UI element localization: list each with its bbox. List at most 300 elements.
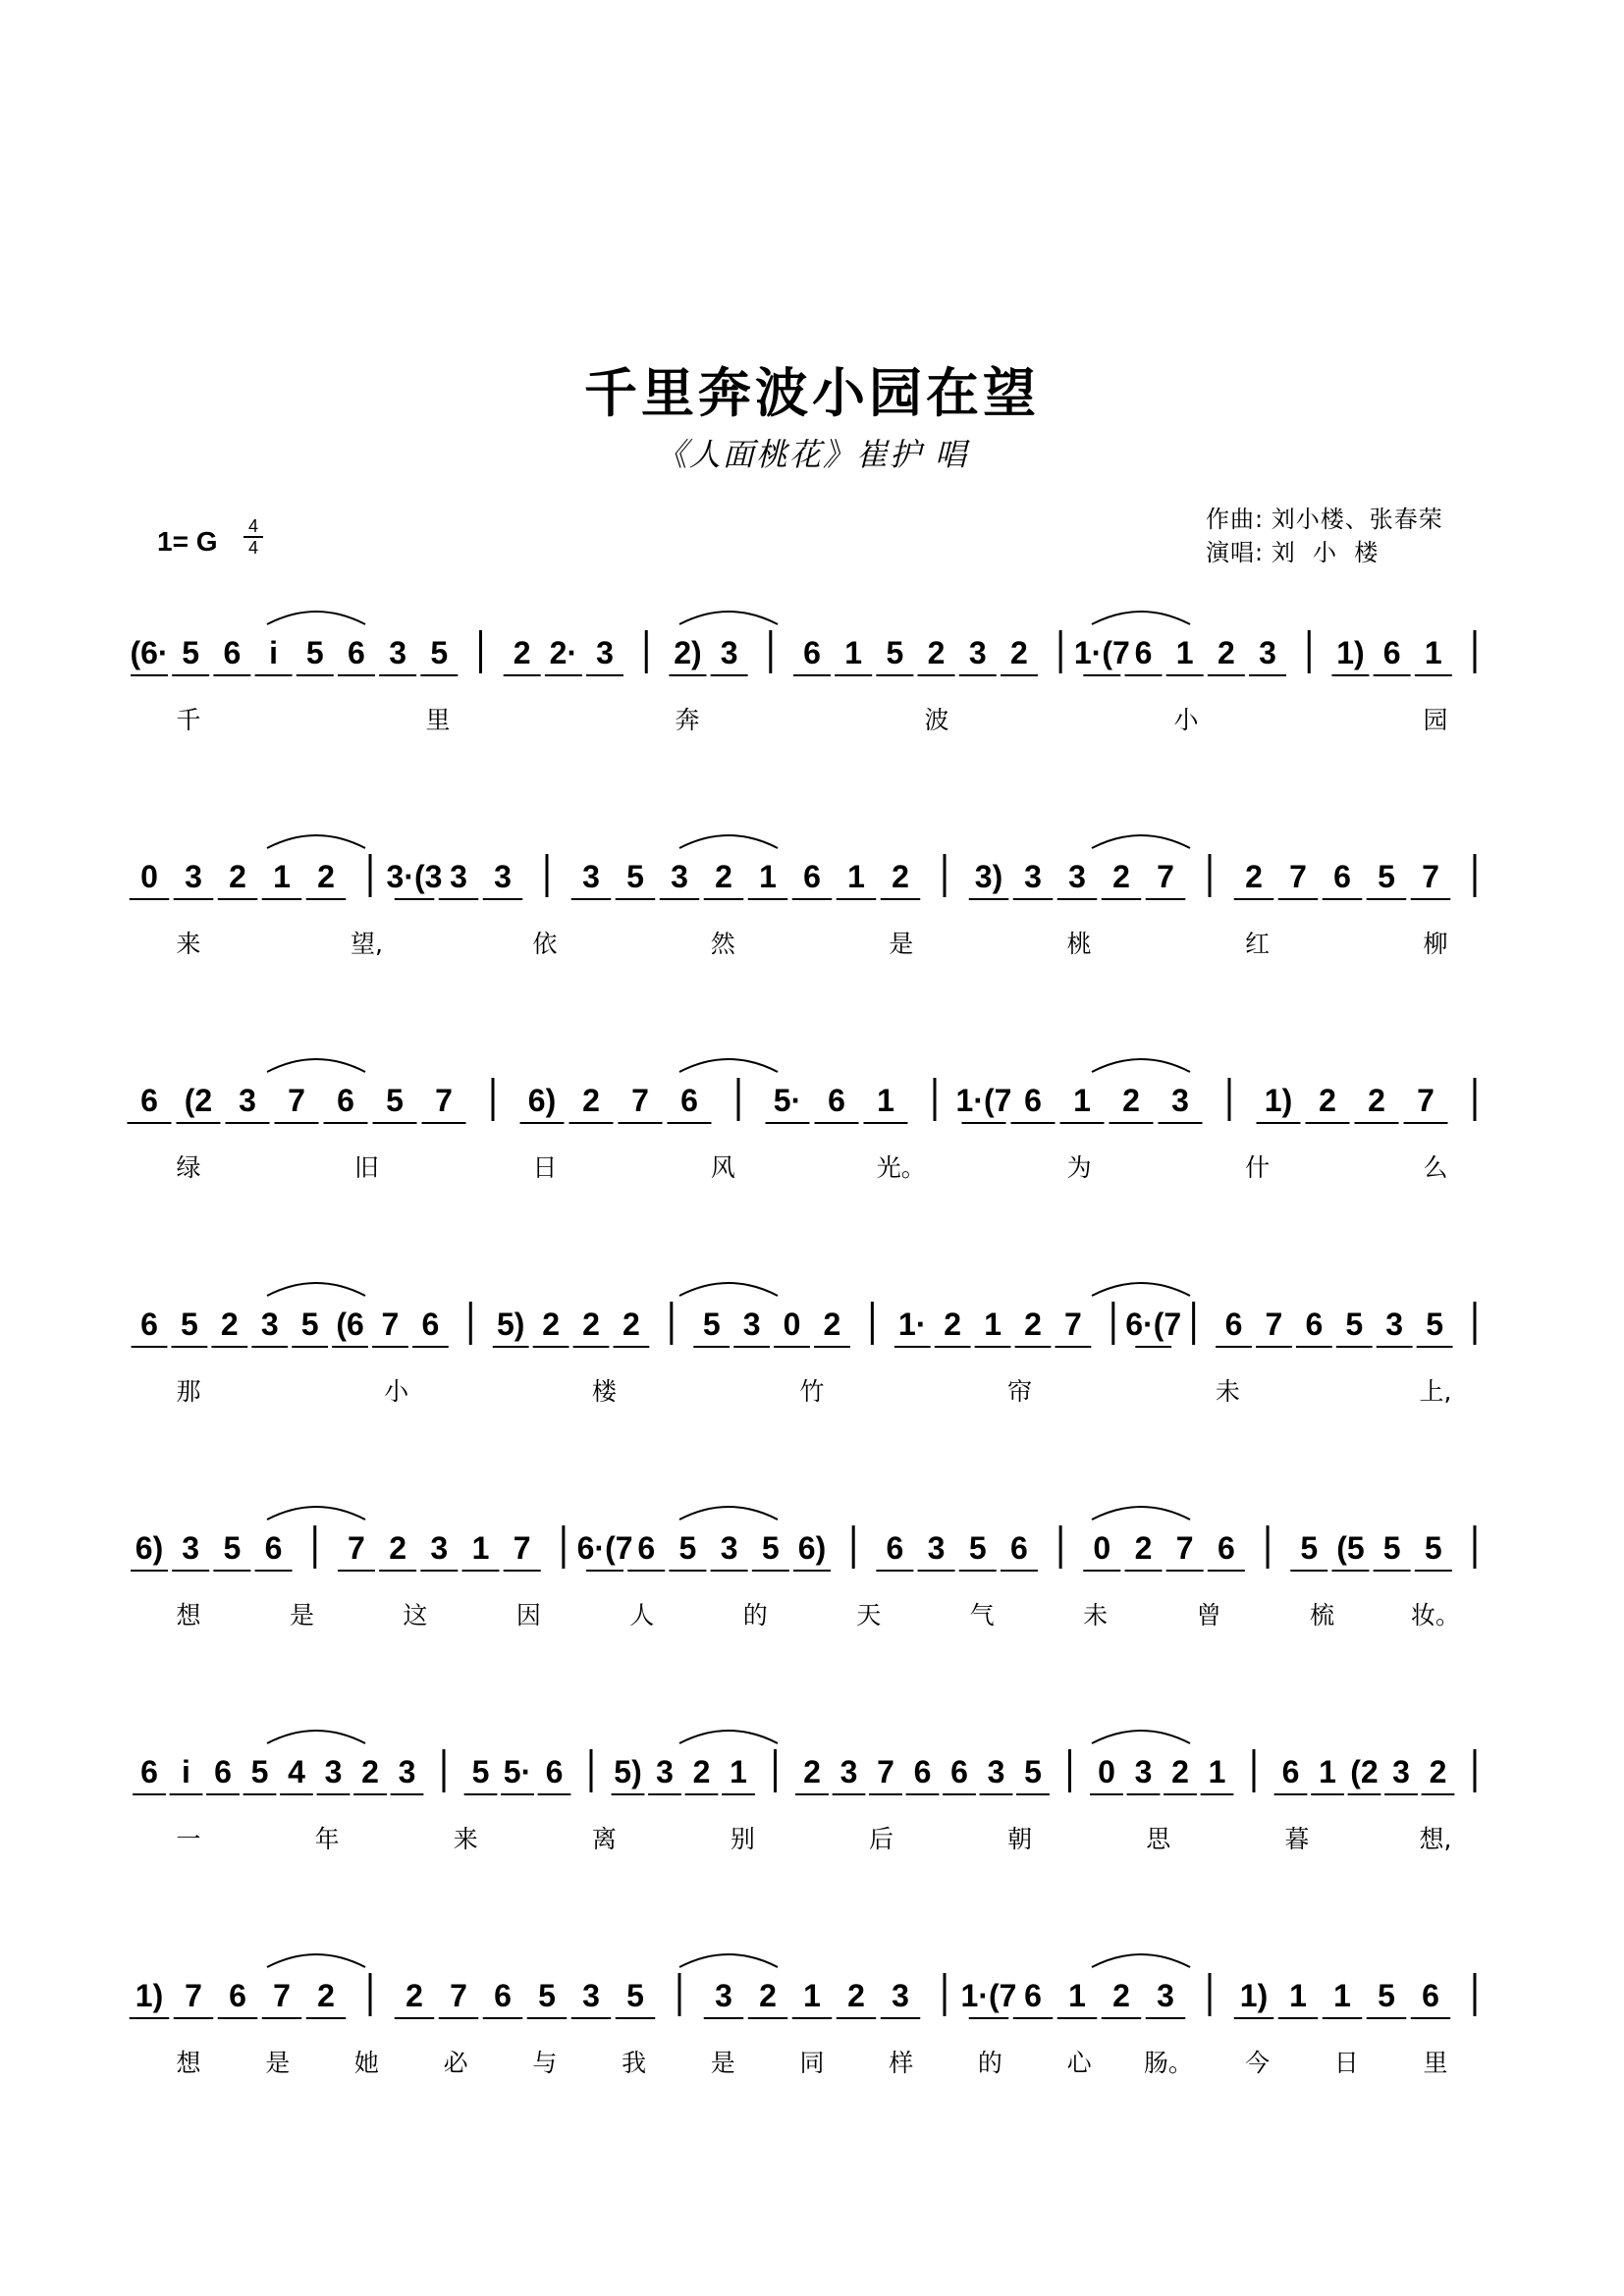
note: 2· — [549, 635, 578, 670]
lyric-syllable: 朝 — [1007, 1825, 1033, 1853]
note: 3·(3 — [386, 859, 443, 894]
note: 5 — [471, 1754, 490, 1789]
note: 1 — [1068, 1978, 1086, 2013]
note: 6 — [1382, 635, 1401, 670]
note: 6 — [1134, 635, 1153, 670]
note: 3 — [239, 1083, 256, 1118]
notes-line — [130, 1954, 1475, 2018]
note: 1·(7 — [960, 1978, 1017, 2013]
slur-arc — [1092, 1731, 1190, 1743]
note: 3 — [715, 1978, 732, 2013]
score-system — [132, 1283, 1475, 1406]
slur-arc — [1092, 1059, 1190, 1072]
note: 7 — [288, 1083, 305, 1118]
note: 3 — [596, 635, 614, 670]
note: 1) — [1239, 1978, 1269, 2013]
song-subtitle: 《人面桃花》崔护 唱 — [655, 436, 969, 473]
note: 7 — [381, 1307, 400, 1342]
lyric-syllable: 后 — [869, 1825, 894, 1853]
note: 3 — [839, 1754, 858, 1789]
note: 1 — [803, 1978, 821, 2013]
note: 2 — [582, 1307, 600, 1342]
note: 2 — [823, 1307, 841, 1342]
note: 1·(7 — [955, 1083, 1012, 1118]
time-signature-top: 4 — [247, 516, 258, 536]
note: 5 — [761, 1530, 780, 1566]
lyric-syllable: 样 — [889, 2049, 914, 2077]
note: 7 — [435, 1083, 453, 1118]
lyric-syllable: 日 — [532, 1153, 558, 1182]
lyrics-line — [176, 1825, 1451, 1853]
slur-arc — [1092, 835, 1190, 848]
note: 2 — [927, 635, 946, 670]
slur-arc — [1092, 1507, 1190, 1520]
lyrics-line — [176, 1153, 1447, 1182]
note: 7 — [450, 1978, 467, 2013]
note: 3 — [720, 1530, 738, 1566]
slur-arc — [679, 1059, 778, 1072]
lyric-syllable: 园 — [1423, 706, 1448, 734]
slur-arc — [1092, 1954, 1190, 1967]
note: 5· — [773, 1083, 802, 1118]
note: 3 — [927, 1530, 946, 1566]
note: i — [182, 1754, 190, 1789]
note: 6 — [1333, 859, 1351, 894]
credit-composer: 作曲: 刘小楼、张春荣 — [1206, 506, 1443, 533]
note: 2 — [317, 859, 335, 894]
slur-arc — [267, 612, 365, 624]
lyric-syllable: 红 — [1245, 930, 1271, 958]
score-system — [130, 1954, 1475, 2077]
lyric-syllable: 一 — [176, 1825, 201, 1853]
note: 7 — [513, 1530, 531, 1566]
lyric-syllable: 未 — [1083, 1601, 1109, 1629]
note: 2 — [1024, 1307, 1042, 1342]
lyrics-line — [176, 930, 1447, 958]
note: 1) — [1336, 635, 1365, 670]
note: 5 — [182, 635, 200, 670]
lyric-syllable: 柳 — [1423, 930, 1448, 958]
lyric-syllable: 她 — [353, 2049, 379, 2077]
note: 6 — [140, 1307, 158, 1342]
note: 3 — [1157, 1978, 1174, 2013]
lyric-syllable: 这 — [403, 1601, 428, 1629]
note: 7 — [1265, 1307, 1283, 1342]
note: 2 — [803, 1754, 821, 1789]
note: 3 — [398, 1754, 416, 1789]
lyric-syllable: 今 — [1245, 2049, 1271, 2077]
note: 3 — [450, 859, 467, 894]
lyric-syllable: 心 — [1066, 2049, 1092, 2077]
note: 1 — [984, 1307, 1001, 1342]
lyric-syllable: 小 — [1173, 706, 1199, 734]
note: 2 — [847, 1978, 865, 2013]
note: 5 — [250, 1754, 269, 1789]
lyric-syllable: 气 — [969, 1601, 995, 1629]
slur-arc — [679, 835, 778, 848]
lyric-syllable: 帘 — [1007, 1377, 1033, 1406]
note: (2 — [184, 1083, 213, 1118]
note: 3 — [582, 859, 600, 894]
note: 3 — [671, 859, 688, 894]
note: 1 — [847, 859, 865, 894]
note: 7 — [1289, 859, 1307, 894]
notes-line — [132, 1283, 1475, 1347]
lyric-syllable: 是 — [889, 930, 914, 958]
note: 7 — [185, 1978, 202, 2013]
note: 1 — [844, 635, 863, 670]
note: 7 — [273, 1978, 291, 2013]
lyric-syllable: 为 — [1066, 1153, 1092, 1182]
note: 6 — [828, 1083, 845, 1118]
lyric-syllable: 肠。 — [1143, 2049, 1193, 2077]
credit-singer: 演唱: 刘 小 楼 — [1206, 539, 1380, 566]
score-system — [130, 612, 1475, 734]
slur-arc — [267, 1507, 365, 1520]
note: 2) — [674, 635, 702, 670]
note: 6 — [421, 1307, 440, 1342]
note: 6 — [1010, 1530, 1028, 1566]
note: 5) — [614, 1754, 642, 1789]
note: 3 — [656, 1754, 674, 1789]
note: 3 — [389, 635, 407, 670]
note: 1 — [1073, 1083, 1091, 1118]
note: 1 — [471, 1530, 490, 1566]
note: 3 — [968, 635, 987, 670]
note: 2 — [1010, 635, 1028, 670]
slur-arc — [267, 1283, 365, 1296]
note: 6 — [264, 1530, 283, 1566]
lyric-syllable: 是 — [710, 2049, 735, 2077]
note: 7 — [1417, 1083, 1435, 1118]
note: 5· — [503, 1754, 532, 1789]
note: 3) — [974, 859, 1003, 894]
lyric-syllable: 天 — [856, 1601, 882, 1629]
note: 6 — [1217, 1530, 1235, 1566]
lyric-syllable: 梳 — [1310, 1601, 1335, 1629]
note: 2 — [1319, 1083, 1336, 1118]
note: 5 — [181, 1307, 198, 1342]
lyric-syllable: 暮 — [1284, 1825, 1310, 1853]
note: 5 — [968, 1530, 987, 1566]
lyric-syllable: 未 — [1215, 1377, 1240, 1406]
notes-line — [131, 1507, 1475, 1571]
note: i — [269, 635, 279, 670]
lyric-syllable: 与 — [532, 2049, 558, 2077]
notes-line — [130, 835, 1475, 899]
lyric-syllable: 人 — [629, 1601, 655, 1629]
note: 2 — [220, 1307, 239, 1342]
lyric-syllable: 楼 — [591, 1377, 617, 1406]
lyric-syllable: 小 — [384, 1377, 409, 1406]
note: (6 — [336, 1307, 364, 1342]
lyric-syllable: 我 — [622, 2049, 647, 2077]
note: 2 — [692, 1754, 711, 1789]
note: (6· — [130, 635, 169, 670]
lyric-syllable: 的 — [742, 1601, 768, 1629]
note: 5 — [702, 1307, 721, 1342]
score-system — [128, 1059, 1476, 1182]
note: 3 — [720, 635, 738, 670]
note: 4 — [288, 1754, 305, 1789]
note: 6 — [337, 1083, 354, 1118]
note: 5 — [1300, 1530, 1319, 1566]
note: 2 — [513, 635, 531, 670]
note: 2 — [892, 859, 909, 894]
lyric-syllable: 然 — [710, 930, 735, 958]
note: 1·(7 — [1073, 635, 1130, 670]
lyric-syllable: 竹 — [799, 1377, 825, 1406]
note: 7 — [1157, 859, 1174, 894]
note: 2 — [361, 1754, 379, 1789]
note: 3 — [582, 1978, 600, 2013]
note: 1 — [1424, 635, 1442, 670]
note: 5 — [1345, 1307, 1364, 1342]
note: 6 — [140, 1083, 158, 1118]
note: 6) — [527, 1083, 557, 1118]
note: 6 — [140, 1754, 158, 1789]
note: 5 — [1382, 1530, 1401, 1566]
note: 2 — [1368, 1083, 1385, 1118]
lyric-syllable: 什 — [1245, 1153, 1271, 1182]
note: 3 — [185, 859, 202, 894]
note: 2 — [542, 1307, 560, 1342]
slur-arc — [1092, 1283, 1190, 1296]
note: 7 — [631, 1083, 649, 1118]
slur-arc — [679, 1507, 778, 1520]
slur-arc — [267, 1954, 365, 1967]
note: 5 — [1426, 1307, 1443, 1342]
note: 5 — [626, 1978, 644, 2013]
note: 6 — [803, 859, 821, 894]
note: 5 — [300, 1307, 319, 1342]
slur-arc — [679, 1283, 778, 1296]
lyric-syllable: 曾 — [1196, 1601, 1221, 1629]
note: 0 — [1093, 1530, 1111, 1566]
note: 7 — [1064, 1307, 1082, 1342]
note: 1) — [135, 1978, 164, 2013]
note: 5 — [430, 635, 449, 670]
note: 5 — [223, 1530, 242, 1566]
note: 3 — [1392, 1754, 1410, 1789]
slur-arc — [679, 612, 778, 624]
note: 3 — [494, 859, 512, 894]
notes-line — [130, 612, 1475, 675]
lyric-syllable: 旧 — [353, 1153, 379, 1182]
score-system — [130, 835, 1475, 958]
note: 6 — [1024, 1978, 1042, 2013]
note: 0 — [783, 1307, 801, 1342]
note: 0 — [1098, 1754, 1115, 1789]
note: 1 — [877, 1083, 894, 1118]
lyric-syllable: 年 — [314, 1825, 340, 1853]
lyric-syllable: 妆。 — [1410, 1601, 1461, 1629]
lyric-syllable: 是 — [265, 2049, 291, 2077]
lyric-syllable: 那 — [176, 1377, 201, 1406]
note: 5 — [1378, 859, 1395, 894]
note: 2 — [389, 1530, 407, 1566]
lyric-syllable: 是 — [289, 1601, 314, 1629]
note: 3 — [742, 1307, 761, 1342]
lyric-syllable: 风 — [710, 1153, 735, 1182]
note: 2 — [229, 859, 246, 894]
note: 5 — [305, 635, 324, 670]
note: 6 — [229, 1978, 246, 2013]
note: 6 — [348, 635, 365, 670]
time-signature-bottom: 4 — [247, 538, 258, 558]
note: 6 — [950, 1754, 968, 1789]
note: 7 — [1175, 1530, 1194, 1566]
lyric-syllable: 里 — [1423, 2049, 1448, 2077]
note: 3 — [324, 1754, 343, 1789]
key-signature: 1= G — [157, 526, 218, 557]
note: 2 — [1112, 1978, 1130, 2013]
note: 3 — [1259, 635, 1276, 670]
note: 1 — [1289, 1978, 1307, 2013]
note: 2 — [1429, 1754, 1447, 1789]
lyric-syllable: 必 — [443, 2049, 468, 2077]
note: 2 — [623, 1307, 640, 1342]
note: (2 — [1350, 1754, 1379, 1789]
score-system — [133, 1731, 1475, 1853]
note: 6 — [803, 635, 821, 670]
lyric-syllable: 同 — [799, 2049, 825, 2077]
note: 2 — [1217, 635, 1235, 670]
note: 2 — [406, 1978, 423, 2013]
note: 1 — [1333, 1978, 1351, 2013]
note: 7 — [877, 1754, 894, 1789]
lyric-syllable: 日 — [1333, 2049, 1359, 2077]
slur-arc — [1092, 612, 1190, 624]
note: 1· — [898, 1307, 927, 1342]
lyrics-line — [176, 1601, 1460, 1629]
notes-line — [133, 1731, 1475, 1794]
note: 3 — [1024, 859, 1042, 894]
note: 1 — [759, 859, 777, 894]
note: 6·(7 — [576, 1530, 633, 1566]
slur-arc — [679, 1731, 778, 1743]
note: 3 — [430, 1530, 449, 1566]
note: 6 — [1422, 1978, 1439, 2013]
note: 5 — [626, 859, 644, 894]
note: 3 — [1171, 1083, 1189, 1118]
note: 6 — [214, 1754, 232, 1789]
note: 7 — [1422, 859, 1439, 894]
note: 5 — [386, 1083, 404, 1118]
slur-arc — [679, 1954, 778, 1967]
lyrics-line — [176, 1377, 1451, 1406]
note: 2 — [1112, 859, 1130, 894]
note: 2 — [1122, 1083, 1140, 1118]
note: 3 — [892, 1978, 909, 2013]
note: 6 — [913, 1754, 932, 1789]
lyric-syllable: 波 — [924, 706, 949, 734]
lyric-syllable: 来 — [176, 930, 201, 958]
note: 6 — [1281, 1754, 1300, 1789]
lyric-syllable: 光。 — [876, 1153, 926, 1182]
note: 3 — [1068, 859, 1086, 894]
note: 1 — [1208, 1754, 1226, 1789]
note: 7 — [348, 1530, 365, 1566]
note: 2 — [317, 1978, 335, 2013]
note: 5 — [538, 1978, 556, 2013]
note: 3 — [987, 1754, 1005, 1789]
lyric-syllable: 么 — [1423, 1153, 1448, 1182]
slur-arc — [267, 835, 365, 848]
song-title: 千里奔波小园在望 — [584, 362, 1040, 424]
lyric-syllable: 望, — [350, 930, 383, 958]
note: 3 — [1385, 1307, 1404, 1342]
slur-arc — [267, 1731, 365, 1743]
note: 2 — [759, 1978, 777, 2013]
lyric-syllable: 来 — [453, 1825, 478, 1853]
note: 2 — [944, 1307, 962, 1342]
note: 2 — [1171, 1754, 1189, 1789]
note: 6) — [797, 1530, 827, 1566]
note: 5) — [496, 1307, 525, 1342]
note: 3 — [260, 1307, 279, 1342]
note: 6 — [494, 1978, 512, 2013]
note: 6 — [886, 1530, 904, 1566]
lyric-syllable: 依 — [532, 930, 558, 958]
note: 3 — [1134, 1754, 1153, 1789]
notes-line — [128, 1059, 1476, 1123]
note: 6 — [1024, 1083, 1042, 1118]
note: 6 — [223, 635, 242, 670]
lyric-syllable: 里 — [425, 706, 451, 734]
note: 5 — [886, 635, 904, 670]
note: (5 — [1336, 1530, 1365, 1566]
lyric-syllable: 的 — [977, 2049, 1002, 2077]
lyric-syllable: 离 — [591, 1825, 617, 1853]
lyric-syllable: 因 — [515, 1601, 541, 1629]
note: 6 — [1224, 1307, 1243, 1342]
lyric-syllable: 想 — [176, 1601, 201, 1629]
note: 3 — [182, 1530, 200, 1566]
lyric-syllable: 想 — [176, 2049, 201, 2077]
lyric-syllable: 桃 — [1066, 930, 1092, 958]
lyrics-line — [176, 706, 1447, 734]
note: 5 — [1024, 1754, 1042, 1789]
note: 2 — [715, 859, 732, 894]
lyric-syllable: 上, — [1419, 1377, 1452, 1406]
note: 5 — [1424, 1530, 1442, 1566]
note: 5 — [678, 1530, 697, 1566]
lyric-syllable: 想, — [1419, 1825, 1452, 1853]
note: 2 — [1245, 859, 1263, 894]
lyric-syllable: 别 — [730, 1825, 755, 1853]
note: 0 — [140, 859, 158, 894]
note: 2 — [582, 1083, 600, 1118]
note: 6) — [135, 1530, 164, 1566]
score-system — [131, 1507, 1475, 1629]
lyric-syllable: 千 — [176, 706, 201, 734]
lyric-syllable: 奔 — [675, 706, 700, 734]
note: 1) — [1264, 1083, 1293, 1118]
lyrics-line — [176, 2049, 1447, 2077]
note: 6 — [545, 1754, 564, 1789]
note: 6 — [680, 1083, 698, 1118]
lyric-syllable: 思 — [1146, 1825, 1171, 1853]
lyric-syllable: 绿 — [176, 1153, 201, 1182]
note: 6 — [637, 1530, 656, 1566]
note: 6·(7 — [1125, 1307, 1182, 1342]
note: 1 — [1175, 635, 1194, 670]
note: 1 — [730, 1754, 747, 1789]
note: 6 — [1305, 1307, 1324, 1342]
slur-arc — [267, 1059, 365, 1072]
note: 2 — [1134, 1530, 1153, 1566]
